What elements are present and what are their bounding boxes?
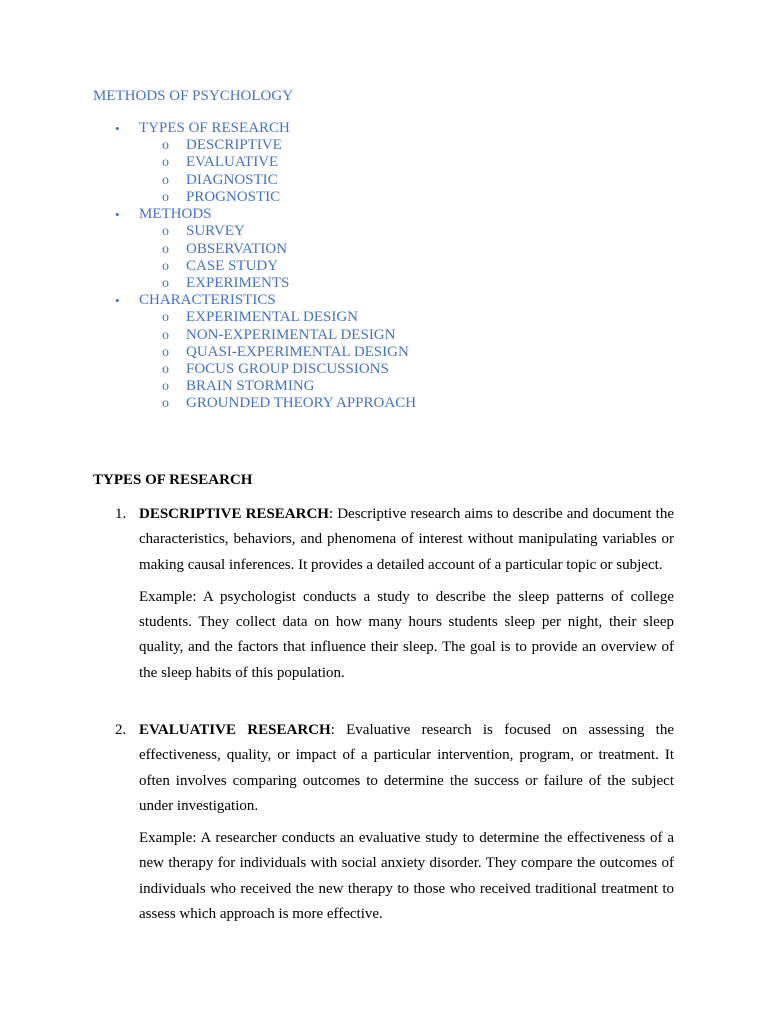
bullet-icon: • xyxy=(115,207,120,223)
circle-bullet-icon: o xyxy=(162,396,169,412)
outline-section xyxy=(93,120,693,137)
circle-bullet-icon: o xyxy=(162,258,169,274)
outline-item-label: NON-EXPERIMENTAL DESIGN xyxy=(186,326,396,343)
outline-item xyxy=(93,361,693,378)
outline-item-label: DIAGNOSTIC xyxy=(186,171,278,188)
outline-item xyxy=(93,378,693,395)
circle-bullet-icon: o xyxy=(162,310,169,326)
circle-bullet-icon: o xyxy=(162,224,169,240)
outline xyxy=(93,86,693,413)
circle-bullet-icon: o xyxy=(162,379,169,395)
numbered-item xyxy=(93,718,674,927)
outline-item xyxy=(93,344,693,361)
outline-item-label: GROUNDED THEORY APPROACH xyxy=(186,395,417,412)
outline-section-label: TYPES OF RESEARCH xyxy=(139,120,290,136)
circle-bullet-icon: o xyxy=(162,138,169,154)
outline-title: METHODS OF PSYCHOLOGY xyxy=(93,88,294,104)
item-definition: : Evaluative research is focused on assessing the effectiveness, quality, or impact of a particular intervention, program, or treatment. It often involves comparing outcomes to determine the success or failure of the subject under investigation. xyxy=(139,722,675,814)
circle-bullet-icon: o xyxy=(162,361,169,377)
outline-item-label: EVALUATIVE xyxy=(186,154,279,171)
circle-bullet-icon: o xyxy=(162,344,169,360)
outline-item-label: FOCUS GROUP DISCUSSIONS xyxy=(186,360,389,377)
item-number: 2. xyxy=(115,722,127,738)
outline-section-label: METHODS xyxy=(139,206,212,223)
outline-item-label: DESCRIPTIVE xyxy=(186,137,282,154)
circle-bullet-icon: o xyxy=(162,327,169,343)
outline-item xyxy=(93,241,693,258)
circle-bullet-icon: o xyxy=(162,155,169,171)
outline-item xyxy=(93,172,693,189)
outline-item-label: OBSERVATION xyxy=(186,240,288,257)
item-body xyxy=(139,502,674,686)
outline-item xyxy=(93,395,693,412)
outline-item-label: SURVEY xyxy=(186,223,245,240)
outline-item xyxy=(93,189,693,206)
outline-section xyxy=(93,292,693,309)
outline-section-label: CHARACTERISTICS xyxy=(139,292,276,309)
definition-paragraph xyxy=(139,502,674,578)
circle-bullet-icon: o xyxy=(162,172,169,188)
bullet-icon: • xyxy=(115,121,120,136)
example-paragraph: Example: A psychologist conducts a study to describe the sleep patterns of college students. They collect data on how many hours students sleep per night, their sleep quality, and the factors that influence their sleep. The goal is to provide an overview of the sleep habits of this population. xyxy=(139,588,674,681)
outline-item-label: PROGNOSTIC xyxy=(186,188,281,205)
section-heading: TYPES OF RESEARCH xyxy=(93,472,253,488)
item-number: 1. xyxy=(115,506,127,522)
outline-item xyxy=(93,258,693,275)
outline-item xyxy=(93,309,693,326)
outline-section xyxy=(93,206,693,223)
outline-item-label: BRAIN STORMING xyxy=(186,378,315,395)
outline-item xyxy=(93,137,693,154)
circle-bullet-icon: o xyxy=(162,275,169,291)
outline-item-label: QUASI-EXPERIMENTAL DESIGN xyxy=(186,343,409,360)
item-term: EVALUATIVE RESEARCH xyxy=(139,722,331,738)
outline-item xyxy=(93,275,693,292)
numbered-item xyxy=(93,502,674,686)
outline-item xyxy=(93,154,693,171)
outline-item xyxy=(93,223,693,240)
circle-bullet-icon: o xyxy=(162,189,169,205)
outline-item xyxy=(93,327,693,344)
bullet-icon: • xyxy=(115,293,120,309)
outline-item-label: CASE STUDY xyxy=(186,257,279,274)
item-body xyxy=(139,718,674,927)
circle-bullet-icon: o xyxy=(162,241,169,257)
item-term: DESCRIPTIVE RESEARCH xyxy=(139,506,329,522)
definition-paragraph xyxy=(139,718,674,819)
item-definition: : Descriptive research aims to describe and document the characteristics, behaviors, and phenomena of interest without manipulating variables or making causal inferences. It provides a detailed account of a particular topic or subject. xyxy=(139,506,675,573)
example-paragraph: Example: A researcher conducts an evaluative study to determine the effectiveness of a new therapy for individuals with social anxiety disorder. They compare the outcomes of individuals who received the new therapy to those who received traditional treatment to assess which approach is more effective. xyxy=(139,830,674,923)
outline-item-label: EXPERIMENTAL DESIGN xyxy=(186,309,358,326)
outline-item-label: EXPERIMENTS xyxy=(186,274,290,291)
